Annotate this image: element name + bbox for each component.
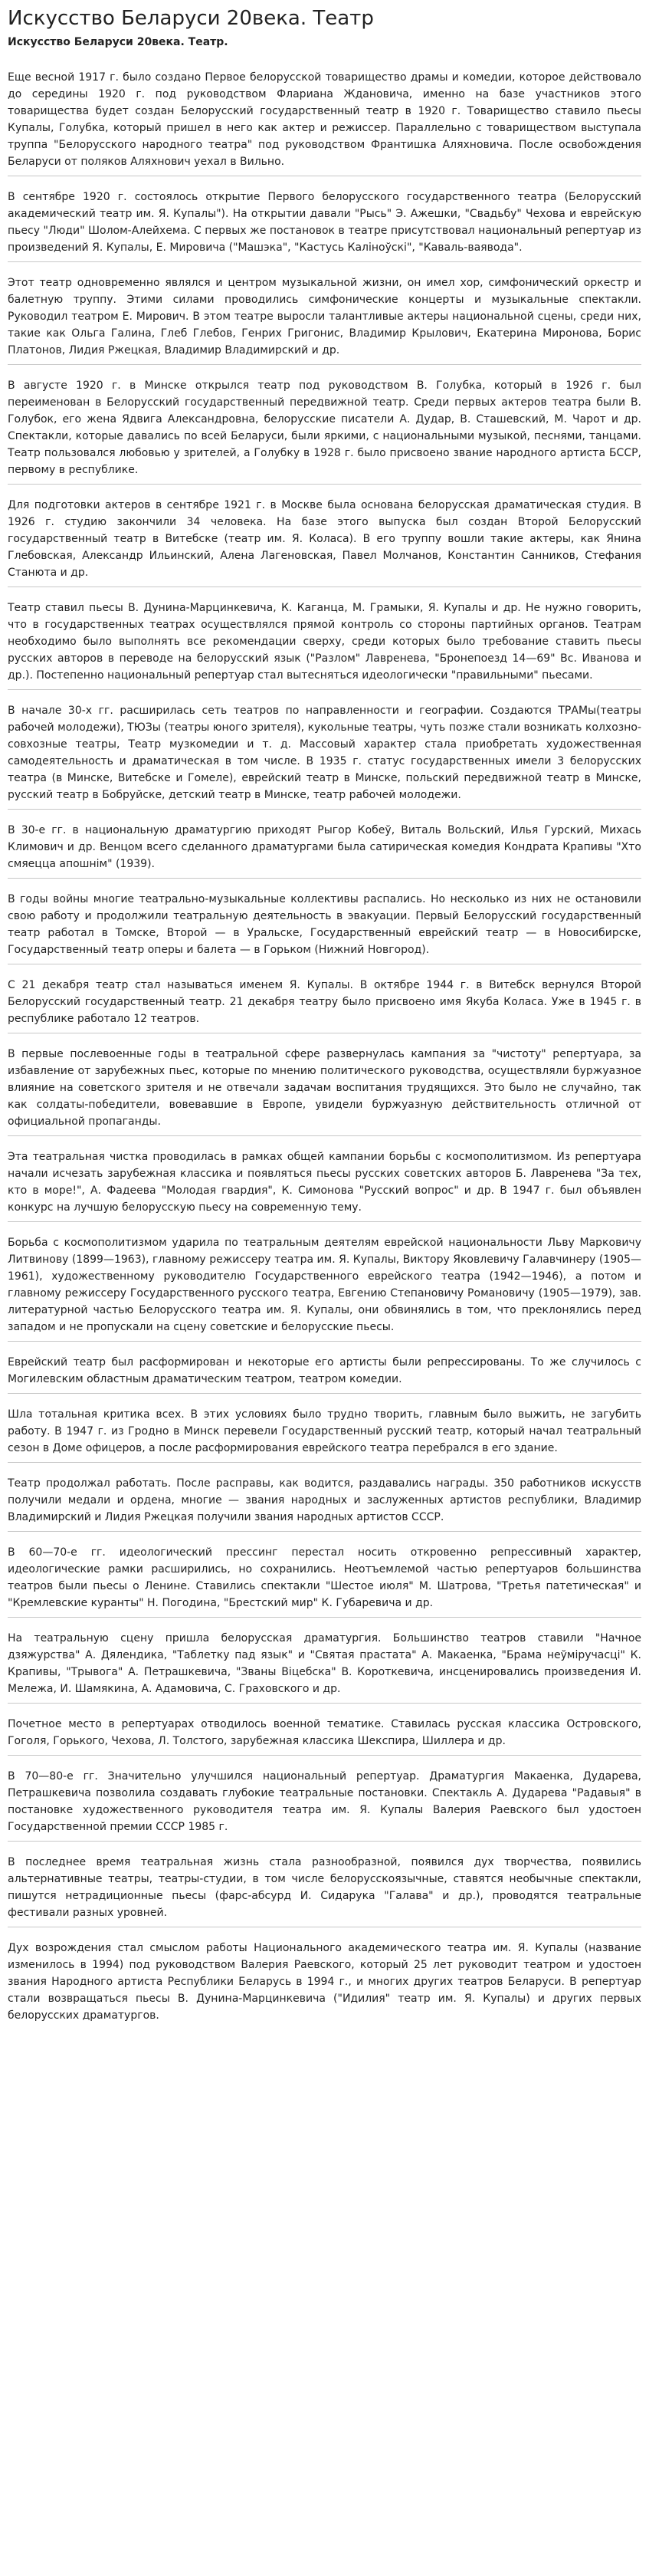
paragraph: В начале 30-х гг. расширилась сеть театров по направленности и географии. Создаются ТРАМы(театры рабочей молодежи), ТЮЗы (театры юного зрителя), кукольные театры, чуть позже стали возникать колхозно-совхозные театры, Театр музкомедии и т. д. Массовый характер стала приобретать художественная самодеятельность и драматическая в том числе. В 1935 г. статус государственных имели 3 белорусских театра (в Минске, Витебске и Гомеле), еврейский театр в Минске, польский передвижной театр в Минске, русский театр в Бобруйске, детский театр в Минске, театр рабочей молодежи. (8, 702, 641, 810)
paragraph: В 60—70-е гг. идеологический прессинг перестал носить откровенно репрессивный характер, идеологические рамки расширились, но сохранились. Неотъемлемой частью репертуаров большинства театров были пьесы о Ленине. Ставились спектакли "Шестое июля" М. Шатрова, "Третья патетическая" и "Кремлевские куранты" Н. Погодина, "Брестский мир" К. Губаревича и др. (8, 1544, 641, 1618)
paragraph: Для подготовки актеров в сентябре 1921 г. в Москве была основана белорусская драматическая студия. В 1926 г. студию закончили 34 человека. На базе этого выпуска был создан Второй Белорусский государственный театр в Витебске (театр им. Я. Коласа). В его труппу вошли такие актеры, как Янина Глебовская, Александр Ильинский, Алена Лагеновская, Павел Молчанов, Константин Санников, Стефания Станюта и др. (8, 497, 641, 587)
paragraph: Борьба с космополитизмом ударила по театральным деятелям еврейской национальности Льву Марковичу Литвинову (1899—1963), главному режиссеру театра им. Я. Купалы, Виктору Яковлевичу Галавчинеру (1905—1961), художественному руководителю Государственного еврейского театра (1942—1946), а потом и главному режиссеру Государственного русского театра, Евгению Степановичу Романовичу (1905—1979), зав. литературной частью Белорусского театра им. Я. Купалы, они обвинялись в том, что преклонялись перед западом и не пропускали на сцену советские и белорусские пьесы. (8, 1234, 641, 1342)
paragraph: Дух возрождения стал смыслом работы Национального академического театра им. Я. Купалы (название изменилось в 1994) под руководством Валерия Раевского, который 25 лет руководит театром и удостоен звания Народного артиста Республики Беларусь в 1994 г., и многих других театров Беларуси. В репертуар стали возвращаться пьесы В. Дунина-Марцинкевича ("Идилия" театр им. Я. Купалы) и других первых белорусских драматургов. (8, 1942, 641, 2022)
paragraph: Почетное место в репертуарах отводилось военной тематике. Ставилась русская классика Островского, Гоголя, Горького, Чехова, Л. Толстого, зарубежная классика Шекспира, Шиллера и др. (8, 1716, 641, 1756)
paragraph: С 21 декабря театр стал называться именем Я. Купалы. В октябре 1944 г. в Витебск вернулся Второй Белорусский государственный театр. 21 декабря театру было присвоено имя Якуба Коласа. Уже в 1945 г. в республике работало 12 театров. (8, 977, 641, 1033)
paragraph: В сентябре 1920 г. состоялось открытие Первого белорусского государственного театра (Белорусский академический театр им. Я. Купалы"). На открытии давали "Рысь" Э. Ажешки, "Свадьбу" Чехова и еврейскую пьесу "Люди" Шолом-Алейхема. С первых же постановок в театре присутствовал национальный репертуар из произведений Я. Купалы, Е. Мировича ("Машэка", "Кастусь Каліноўскі", "Каваль-ваявода". (8, 189, 641, 262)
paragraph: На театральную сцену пришла белорусская драматургия. Большинство театров ставили "Начное дзяжурства" А. Дялендика, "Таблетку пад язык" и "Святая прастата" А. Макаенка, "Брама неўміручасці" К. Крапивы, "Трывога" А. Петрашкевича, "Званы Віцебска" В. Короткевича, инсценировались произведения И. Мележа, И. Шамякина, А. Адамовича, С. Граховского и др. (8, 1630, 641, 1704)
paragraph: Театр ставил пьесы В. Дунина-Марцинкевича, К. Каганца, М. Грамыки, Я. Купалы и др. Не нужно говорить, что в государственных театрах осуществлялся прямой контроль со стороны партийных органов. Театрам необходимо было выполнять все рекомендации сверху, среди которых было требование ставить пьесы русских авторов в переводе на белорусский язык ("Разлом" Лавренева, "Бронепоезд 14—69" Вс. Иванова и др.). Постепенно национальный репертуар стал вытесняться идеологически "правильными" пьесами. (8, 600, 641, 690)
paragraph: Еврейский театр был расформирован и некоторые его артисты были репрессированы. То же случилось с Могилевским областным драматическим театром, театром комедии. (8, 1354, 641, 1394)
paragraph: Театр продолжал работать. После расправы, как водится, раздавались награды. 350 работников искусств получили медали и ордена, многие — звания народных и заслуженных артистов республики, Владимир Владимирский и Лидия Ржецкая получили звания народных артистов СССР. (8, 1475, 641, 1532)
article-body (8, 69, 641, 2029)
page-title: Искусство Беларуси 20века. Театр (8, 7, 374, 30)
paragraph: В годы войны многие театрально-музыкальные коллективы распались. Но несколько из них не остановили свою работу и продолжили театральную деятельность в эвакуации. Первый Белорусский государственный театр работал в Томске, Второй — в Уральске, Государственный еврейский театр — в Новосибирске, Государственный театр оперы и балета — в Горьком (Нижний Новгород). (8, 891, 641, 964)
paragraph: В первые послевоенные годы в театральной сфере развернулась кампания за "чистоту" репертуара, за избавление от зарубежных пьес, которые по мнению политического руководства, осуществляли буржуазное влияние на советского зрителя и не отвечали задачам воспитания трудящихся. Это было не случайно, так как солдаты-победители, вовевавшие в Европе, увидели буржуазную действительность отличной от официальной пропаганды. (8, 1046, 641, 1136)
paragraph: Этот театр одновременно являлся и центром музыкальной жизни, он имел хор, симфонический оркестр и балетную труппу. Этими силами проводились симфонические концерты и музыкальные спектакли. Руководил театром Е. Мирович. В этом театре выросли талантливые актеры национальной сцены, среди них, такие как Ольга Галина, Глеб Глебов, Генрих Григонис, Владимир Крылович, Екатерина Миронова, Борис Платонов, Лидия Ржецкая, Владимир Владимирский и др. (8, 274, 641, 365)
paragraph: Эта театральная чистка проводилась в рамках общей кампании борьбы с космополитизмом. Из репертуара начали исчезать зарубежная классика и появляться пьесы русских советских авторов Б. Лавренева "За тех, кто в море!", А. Фадеева "Молодая гвардия", К. Симонова "Русский вопрос" и др. В 1947 г. был объявлен конкурс на лучшую белорусскую пьесу на современную тему. (8, 1148, 641, 1222)
paragraph: В 70—80-е гг. Значительно улучшился национальный репертуар. Драматургия Макаенка, Дударева, Петрашкевича позволила создавать глубокие театральные постановки. Спектакль А. Дударева "Радавыя" в постановке художественного руководителя театра им. Я. Купалы Валерия Раевского был удостоен Государственной премии СССР 1985 г. (8, 1768, 641, 1842)
paragraph: В последнее время театральная жизнь стала разнообразной, появился дух творчества, появились альтернативные театры, театры-студии, в том числе белорусскоязычные, ставятся необычные спектакли, пишутся нетрадиционные пьесы (фарс-абсурд И. Сидарука "Галава" и др.), проводятся театральные фестивали разных уровней. (8, 1854, 641, 1927)
paragraph: Шла тотальная критика всех. В этих условиях было трудно творить, главным было выжить, не загубить работу. В 1947 г. из Гродно в Минск перевели Государственный русский театр, который начал театральный сезон в Доме офицеров, а после расформирования еврейского театра перебрался в его здание. (8, 1406, 641, 1463)
paragraph: В августе 1920 г. в Минске открылся театр под руководством В. Голубка, который в 1926 г. был переименован в Белорусский государственный передвижной театр. Среди первых актеров театра были В. Голубок, его жена Ядвига Александровна, белорусские писатели А. Дудар, В. Сташевский, М. Чарот и др. Спектакли, которые давались по всей Беларуси, были яркими, с национальными музыкой, песнями, танцами. Театр пользовался любовью у зрителей, а Голубку в 1928 г. было присвоено звание народного артиста БССР, первому в республике. (8, 377, 641, 485)
paragraph: Еще весной 1917 г. было создано Первое белорусской товарищество драмы и комедии, которое действовало до середины 1920 г. под руководством Флариана Ждановича, именно на базе участников этого товарищества будет создан Белорусский государственный театр в 1920 г. Товарищество ставило пьесы Купалы, Голубка, который пришел в него как актер и режиссер. Параллельно с товариществом выступала труппа "Белорусского народного театра" под руководством Франтишка Аляхновича. После освобождения Беларуси от поляков Аляхнович уехал в Вильно. (8, 69, 641, 176)
paragraph: В 30-е гг. в национальную драматургию приходят Рыгор Кобеў, Виталь Вольский, Илья Гурский, Михась Климович и др. Венцом всего сделанного драматургами была сатирическая комедия Кондрата Крапивы "Хто смяецца апошнім" (1939). (8, 822, 641, 879)
article-subtitle: Искусство Беларуси 20века. Театр. (8, 36, 228, 48)
